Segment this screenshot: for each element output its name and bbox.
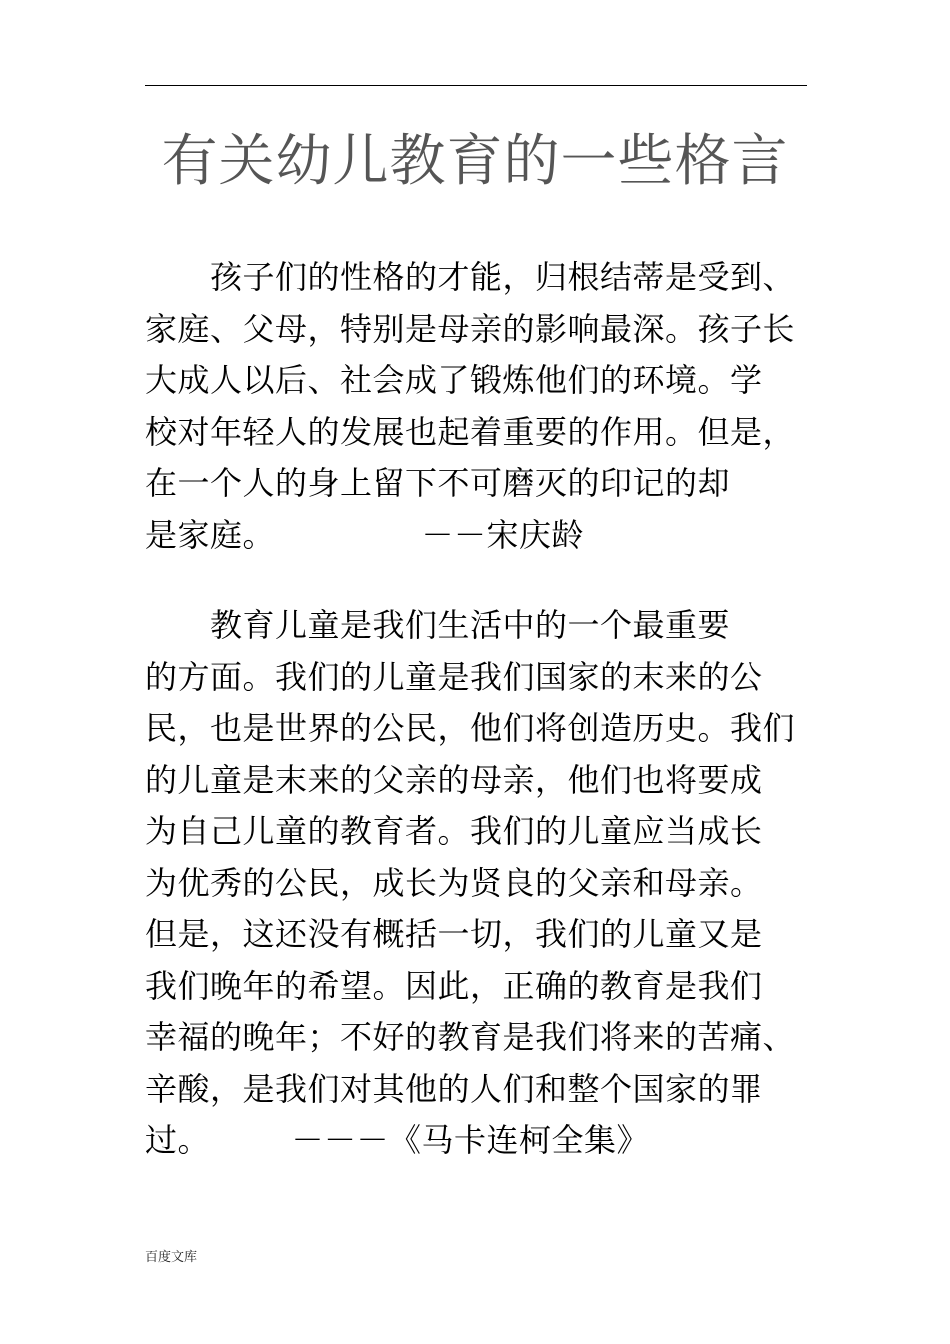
quote-paragraph-makarenko bbox=[145, 600, 810, 1167]
paragraph-line: 大成人以后、社会成了锻炼他们的环境。学 bbox=[145, 361, 763, 399]
paragraph-line: 过。 －－－《马卡连柯全集》 bbox=[145, 1121, 650, 1159]
header-rule bbox=[145, 85, 807, 86]
paragraph-line: 孩子们的性格的才能，归根结蒂是受到、 bbox=[145, 258, 796, 296]
paragraph-line: 为优秀的公民，成长为贤良的父亲和母亲。 bbox=[145, 863, 763, 902]
page-footer: 百度文库 bbox=[145, 1250, 198, 1265]
paragraph-line: 的方面。我们的儿童是我们国家的末来的公 bbox=[145, 657, 763, 696]
paragraph-line: 是家庭。 －－宋庆龄 bbox=[145, 515, 585, 554]
paragraph-line: 但是，这还没有概括一切，我们的儿童又是 bbox=[145, 915, 763, 953]
paragraph-line: 辛酸，是我们对其他的人们和整个国家的罪 bbox=[145, 1069, 763, 1108]
paragraph-line: 校对年轻人的发展也起着重要的作用。但是， bbox=[145, 412, 796, 451]
paragraph-line: 幸福的晚年；不好的教育是我们将来的苦痛、 bbox=[145, 1018, 796, 1056]
paragraph-line: 在一个人的身上留下不可磨灭的印记的却 bbox=[145, 464, 731, 502]
paragraph-line: 教育儿童是我们生活中的一个最重要 bbox=[145, 606, 731, 644]
paragraph-line: 为自己儿童的教育者。我们的儿童应当成长 bbox=[145, 812, 763, 850]
paragraph-line: 民，也是世界的公民，他们将创造历史。我们 bbox=[145, 709, 796, 747]
paragraph-line: 家庭、父母，特别是母亲的影响最深。孩子长 bbox=[145, 309, 796, 348]
document-title: 有关幼儿教育的一些格言 bbox=[161, 129, 789, 194]
paragraph-line: 我们晚年的希望。因此，正确的教育是我们 bbox=[145, 966, 763, 1005]
quote-paragraph-soong-ching-ling bbox=[145, 252, 810, 561]
paragraph-line: 的儿童是末来的父亲的母亲，他们也将要成 bbox=[145, 760, 763, 799]
